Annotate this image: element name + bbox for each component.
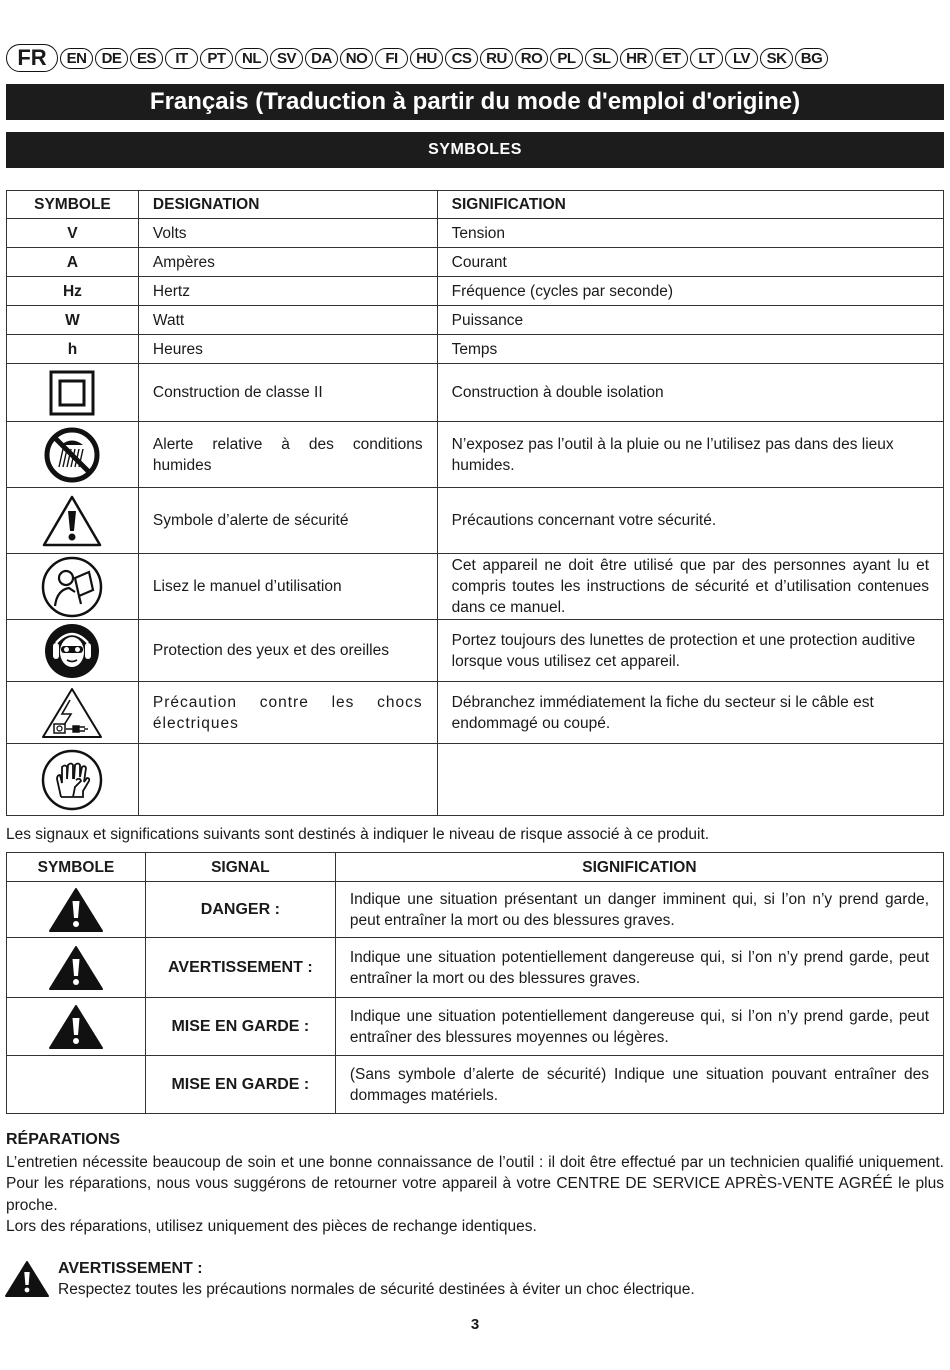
language-tab-it[interactable]: IT	[165, 48, 198, 69]
signal-cell: MISE EN GARDE :	[145, 998, 335, 1056]
language-tab-es[interactable]: ES	[130, 48, 163, 69]
symbol-cell	[7, 998, 146, 1056]
designation-cell: Lisez le manuel d’utilisation	[138, 554, 437, 620]
symbols-table	[6, 190, 944, 816]
table-row	[7, 364, 944, 422]
symbol-cell: V	[7, 219, 139, 248]
repairs-paragraph: L’entretien nécessite beaucoup de soin et une bonne connaissance de l’outil : il doit être effectué par un technicien qualifié uniquement. Pour les réparations, nous vous suggérons de retourner votre appareil à votre CENTRE DE SERVICE APRÈS-VENTE AGRÉÉ le plus proche.	[6, 1154, 944, 1214]
language-tab-en[interactable]: EN	[60, 48, 93, 69]
language-tab-hu[interactable]: HU	[410, 48, 443, 69]
signal-cell: DANGER :	[145, 882, 335, 938]
repairs-title: RÉPARATIONS	[6, 1131, 121, 1148]
symbol-cell	[7, 620, 139, 682]
column-header-designation: DESIGNATION	[138, 191, 437, 219]
meaning-cell: Tension	[437, 219, 943, 248]
page-title: Français (Traduction à partir du mode d'emploi d'origine)	[6, 84, 944, 120]
meaning-cell: N’exposez pas l’outil à la pluie ou ne l’utilisez pas dans des lieux humides.	[437, 422, 943, 488]
symbol-cell	[7, 364, 139, 422]
language-tab-fi[interactable]: FI	[375, 48, 408, 69]
language-tab-sl[interactable]: SL	[585, 48, 618, 69]
warning-icon	[4, 1260, 50, 1298]
signal-cell: AVERTISSEMENT :	[145, 938, 335, 998]
meaning-cell: Indique une situation potentiellement dangereuse qui, si l’on n’y prend garde, peut entraîner des blessures moyennes ou légères.	[335, 998, 943, 1056]
meaning-cell: Courant	[437, 248, 943, 277]
table-row	[7, 682, 944, 744]
language-tab-no[interactable]: NO	[340, 48, 373, 69]
no-rain-icon	[44, 427, 100, 483]
read-manual-icon	[41, 556, 103, 618]
language-tab-lt[interactable]: LT	[690, 48, 723, 69]
warning-title: AVERTISSEMENT :	[58, 1260, 203, 1277]
signal-cell: MISE EN GARDE :	[145, 1056, 335, 1114]
page-number: 3	[470, 1316, 480, 1333]
eye-ear-protection-icon	[44, 623, 100, 679]
meaning-cell: Fréquence (cycles par seconde)	[437, 277, 943, 306]
warning-text: Respectez toutes les précautions normales de sécurité destinées à éviter un choc électrique.	[58, 1281, 695, 1298]
language-tab-nl[interactable]: NL	[235, 48, 268, 69]
designation-cell: Heures	[138, 335, 437, 364]
language-tab-sv[interactable]: SV	[270, 48, 303, 69]
designation-cell	[138, 744, 437, 816]
language-tab-ru[interactable]: RU	[480, 48, 513, 69]
electric-shock-unplug-icon	[40, 686, 104, 740]
meaning-cell: (Sans symbole d’alerte de sécurité) Indique une situation pouvant entraîner des dommages matériels.	[335, 1056, 943, 1114]
meaning-cell: Indique une situation potentiellement dangereuse qui, si l’on n’y prend garde, peut entraîner la mort ou des blessures graves.	[335, 938, 943, 998]
language-tab-lv[interactable]: LV	[725, 48, 758, 69]
symbol-cell	[7, 554, 139, 620]
symbol-cell: W	[7, 306, 139, 335]
table-row	[7, 1056, 944, 1114]
column-header-meaning: SIGNIFICATION	[437, 191, 943, 219]
language-tab-da[interactable]: DA	[305, 48, 338, 69]
table-row	[7, 620, 944, 682]
table-row	[7, 882, 944, 938]
repairs-text	[6, 1152, 944, 1237]
warning-triangle-icon	[4, 1260, 50, 1298]
meaning-cell: Construction à double isolation	[437, 364, 943, 422]
safety-alert-triangle-icon	[41, 494, 103, 548]
language-tab-pl[interactable]: PL	[550, 48, 583, 69]
table-row	[7, 422, 944, 488]
meaning-cell: Temps	[437, 335, 943, 364]
table-row	[7, 248, 944, 277]
meaning-cell: Débranchez immédiatement la fiche du secteur si le câble est endommagé ou coupé.	[437, 682, 943, 744]
symbol-cell	[7, 1056, 146, 1114]
designation-cell: Watt	[138, 306, 437, 335]
language-tab-ro[interactable]: RO	[515, 48, 548, 69]
language-tab-cs[interactable]: CS	[445, 48, 478, 69]
designation-cell: Protection des yeux et des oreilles	[138, 620, 437, 682]
designation-cell: Alerte relative à des conditions humides	[138, 422, 437, 488]
language-tab-hr[interactable]: HR	[620, 48, 653, 69]
language-tab-sk[interactable]: SK	[760, 48, 793, 69]
designation-cell: Construction de classe II	[138, 364, 437, 422]
language-tab-de[interactable]: DE	[95, 48, 128, 69]
symbol-cell	[7, 488, 139, 554]
symbol-cell	[7, 422, 139, 488]
language-tab-bg[interactable]: BG	[795, 48, 828, 69]
column-header-symbol: SYMBOLE	[7, 191, 139, 219]
warning-triangle-icon	[48, 887, 104, 933]
meaning-cell: Cet appareil ne doit être utilisé que par des personnes ayant lu et compris toutes les instructions de sécurité et d’utilisation contenues dans ce manuel.	[437, 554, 943, 620]
symbol-cell	[7, 882, 146, 938]
table-row	[7, 938, 944, 998]
symbol-cell	[7, 682, 139, 744]
meaning-cell: Précautions concernant votre sécurité.	[437, 488, 943, 554]
column-header-signal: SIGNAL	[145, 853, 335, 882]
language-tabs	[6, 44, 828, 72]
meaning-cell	[437, 744, 943, 816]
class-ii-double-square-icon	[49, 370, 95, 416]
symbol-cell	[7, 938, 146, 998]
table-row	[7, 306, 944, 335]
column-header-symbol: SYMBOLE	[7, 853, 146, 882]
language-tab-pt[interactable]: PT	[200, 48, 233, 69]
designation-cell: Hertz	[138, 277, 437, 306]
table-row	[7, 219, 944, 248]
warning-triangle-icon	[48, 945, 104, 991]
designation-cell: Volts	[138, 219, 437, 248]
designation-cell: Ampères	[138, 248, 437, 277]
meaning-cell: Indique une situation présentant un danger imminent qui, si l’on n’y prend garde, peut entraîner la mort ou des blessures graves.	[335, 882, 943, 938]
column-header-meaning: SIGNIFICATION	[335, 853, 943, 882]
table-row	[7, 488, 944, 554]
designation-cell: Symbole d’alerte de sécurité	[138, 488, 437, 554]
language-tab-fr[interactable]: FR	[6, 44, 58, 72]
gloves-icon	[41, 749, 103, 811]
table-row	[7, 554, 944, 620]
table-row	[7, 998, 944, 1056]
meaning-cell: Portez toujours des lunettes de protection et une protection auditive lorsque vous utilisez cet appareil.	[437, 620, 943, 682]
symbol-cell: Hz	[7, 277, 139, 306]
language-tab-et[interactable]: ET	[655, 48, 688, 69]
meaning-cell: Puissance	[437, 306, 943, 335]
table-row	[7, 277, 944, 306]
signals-intro: Les signaux et significations suivants sont destinés à indiquer le niveau de risque associé à ce produit.	[6, 826, 710, 843]
symbol-cell: A	[7, 248, 139, 277]
table-row	[7, 335, 944, 364]
designation-cell: Précaution contre les chocs électriques	[138, 682, 437, 744]
table-row	[7, 744, 944, 816]
section-title: SYMBOLES	[6, 132, 944, 168]
symbol-cell	[7, 744, 139, 816]
signals-table	[6, 852, 944, 1114]
symbol-cell: h	[7, 335, 139, 364]
repairs-paragraph: Lors des réparations, utilisez uniquement des pièces de rechange identiques.	[6, 1217, 537, 1235]
warning-triangle-icon	[48, 1004, 104, 1050]
